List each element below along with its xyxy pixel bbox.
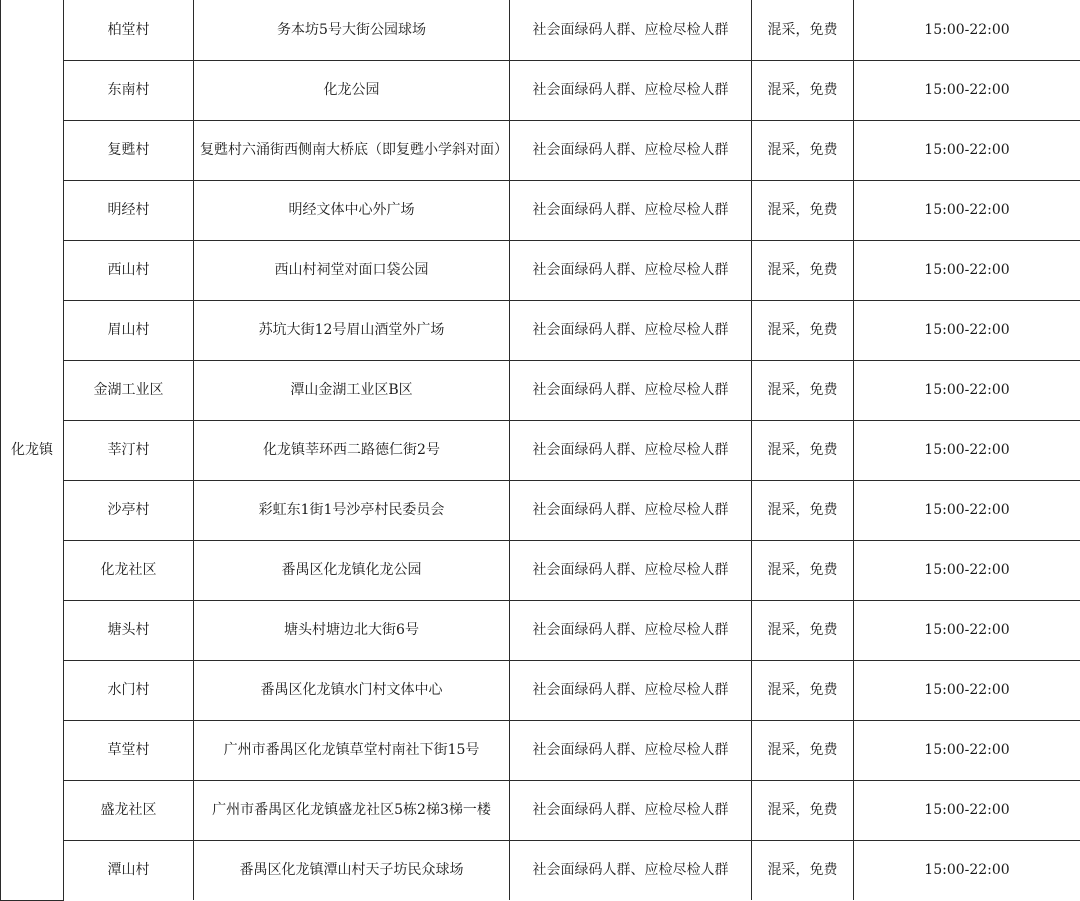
sampling-mode-cell: 混采，免费: [752, 360, 854, 420]
site-address-cell: 塘头村塘边北大街6号: [194, 600, 510, 660]
target-group-cell: 社会面绿码人群、应检尽检人群: [510, 480, 752, 540]
site-address-cell: 番禺区化龙镇化龙公园: [194, 540, 510, 600]
time-cell: 15:00-22:00: [854, 840, 1080, 900]
table-row: [1, 540, 1080, 600]
table-body: [1, 0, 1080, 900]
table-row: [1, 240, 1080, 300]
village-cell: 东南村: [64, 60, 194, 120]
site-address-cell: 明经文体中心外广场: [194, 180, 510, 240]
target-group-cell: 社会面绿码人群、应检尽检人群: [510, 780, 752, 840]
time-cell: 15:00-22:00: [854, 720, 1080, 780]
sampling-mode-cell: 混采，免费: [752, 420, 854, 480]
village-cell: 草堂村: [64, 720, 194, 780]
time-cell: 15:00-22:00: [854, 780, 1080, 840]
time-cell: 15:00-22:00: [854, 600, 1080, 660]
village-cell: 复甦村: [64, 120, 194, 180]
target-group-cell: 社会面绿码人群、应检尽检人群: [510, 180, 752, 240]
village-cell: 金湖工业区: [64, 360, 194, 420]
target-group-cell: 社会面绿码人群、应检尽检人群: [510, 720, 752, 780]
village-cell: 莘汀村: [64, 420, 194, 480]
site-address-cell: 复甦村六涌街西侧南大桥底（即复甦小学斜对面）: [194, 120, 510, 180]
table-row: [1, 480, 1080, 540]
time-cell: 15:00-22:00: [854, 420, 1080, 480]
table-row: [1, 840, 1080, 900]
village-cell: 盛龙社区: [64, 780, 194, 840]
site-address-cell: 彩虹东1街1号沙亭村民委员会: [194, 480, 510, 540]
village-cell: 西山村: [64, 240, 194, 300]
target-group-cell: 社会面绿码人群、应检尽检人群: [510, 540, 752, 600]
sampling-mode-cell: 混采，免费: [752, 300, 854, 360]
site-address-cell: 务本坊5号大街公园球场: [194, 0, 510, 60]
sampling-mode-cell: 混采，免费: [752, 60, 854, 120]
time-cell: 15:00-22:00: [854, 540, 1080, 600]
sampling-mode-cell: 混采，免费: [752, 840, 854, 900]
sampling-mode-cell: 混采，免费: [752, 120, 854, 180]
village-cell: 明经村: [64, 180, 194, 240]
time-cell: 15:00-22:00: [854, 660, 1080, 720]
target-group-cell: 社会面绿码人群、应检尽检人群: [510, 660, 752, 720]
target-group-cell: 社会面绿码人群、应检尽检人群: [510, 360, 752, 420]
site-address-cell: 番禺区化龙镇潭山村天子坊民众球场: [194, 840, 510, 900]
target-group-cell: 社会面绿码人群、应检尽检人群: [510, 240, 752, 300]
village-cell: 眉山村: [64, 300, 194, 360]
village-cell: 化龙社区: [64, 540, 194, 600]
village-cell: 塘头村: [64, 600, 194, 660]
time-cell: 15:00-22:00: [854, 360, 1080, 420]
table-row: [1, 300, 1080, 360]
sampling-mode-cell: 混采，免费: [752, 540, 854, 600]
target-group-cell: 社会面绿码人群、应检尽检人群: [510, 600, 752, 660]
sampling-mode-cell: 混采，免费: [752, 720, 854, 780]
target-group-cell: 社会面绿码人群、应检尽检人群: [510, 840, 752, 900]
site-address-cell: 潭山金湖工业区B区: [194, 360, 510, 420]
sampling-mode-cell: 混采，免费: [752, 480, 854, 540]
sampling-mode-cell: 混采，免费: [752, 780, 854, 840]
time-cell: 15:00-22:00: [854, 480, 1080, 540]
table-row: [1, 60, 1080, 120]
table-row: [1, 660, 1080, 720]
site-address-cell: 广州市番禺区化龙镇盛龙社区5栋2梯3梯一楼: [194, 780, 510, 840]
time-cell: 15:00-22:00: [854, 120, 1080, 180]
sampling-mode-cell: 混采，免费: [752, 180, 854, 240]
sampling-mode-cell: 混采，免费: [752, 600, 854, 660]
village-cell: 潭山村: [64, 840, 194, 900]
time-cell: 15:00-22:00: [854, 300, 1080, 360]
table-row: [1, 180, 1080, 240]
time-cell: 15:00-22:00: [854, 60, 1080, 120]
village-cell: 沙亭村: [64, 480, 194, 540]
target-group-cell: 社会面绿码人群、应检尽检人群: [510, 300, 752, 360]
table-row: [1, 0, 1080, 60]
table-row: [1, 420, 1080, 480]
target-group-cell: 社会面绿码人群、应检尽检人群: [510, 420, 752, 480]
site-address-cell: 化龙公园: [194, 60, 510, 120]
site-address-cell: 广州市番禺区化龙镇草堂村南社下街15号: [194, 720, 510, 780]
table-row: [1, 780, 1080, 840]
sampling-mode-cell: 混采，免费: [752, 240, 854, 300]
target-group-cell: 社会面绿码人群、应检尽检人群: [510, 0, 752, 60]
table-row: [1, 600, 1080, 660]
site-address-cell: 番禺区化龙镇水门村文体中心: [194, 660, 510, 720]
sampling-mode-cell: 混采，免费: [752, 660, 854, 720]
village-cell: 柏堂村: [64, 0, 194, 60]
time-cell: 15:00-22:00: [854, 180, 1080, 240]
table-row: [1, 360, 1080, 420]
target-group-cell: 社会面绿码人群、应检尽检人群: [510, 60, 752, 120]
site-address-cell: 西山村祠堂对面口袋公园: [194, 240, 510, 300]
site-address-cell: 苏坑大街12号眉山酒堂外广场: [194, 300, 510, 360]
table-row: [1, 720, 1080, 780]
time-cell: 15:00-22:00: [854, 0, 1080, 60]
table-row: [1, 120, 1080, 180]
target-group-cell: 社会面绿码人群、应检尽检人群: [510, 120, 752, 180]
village-cell: 水门村: [64, 660, 194, 720]
time-cell: 15:00-22:00: [854, 240, 1080, 300]
site-address-cell: 化龙镇莘环西二路德仁街2号: [194, 420, 510, 480]
town-cell: 化龙镇: [1, 0, 64, 900]
sampling-mode-cell: 混采，免费: [752, 0, 854, 60]
